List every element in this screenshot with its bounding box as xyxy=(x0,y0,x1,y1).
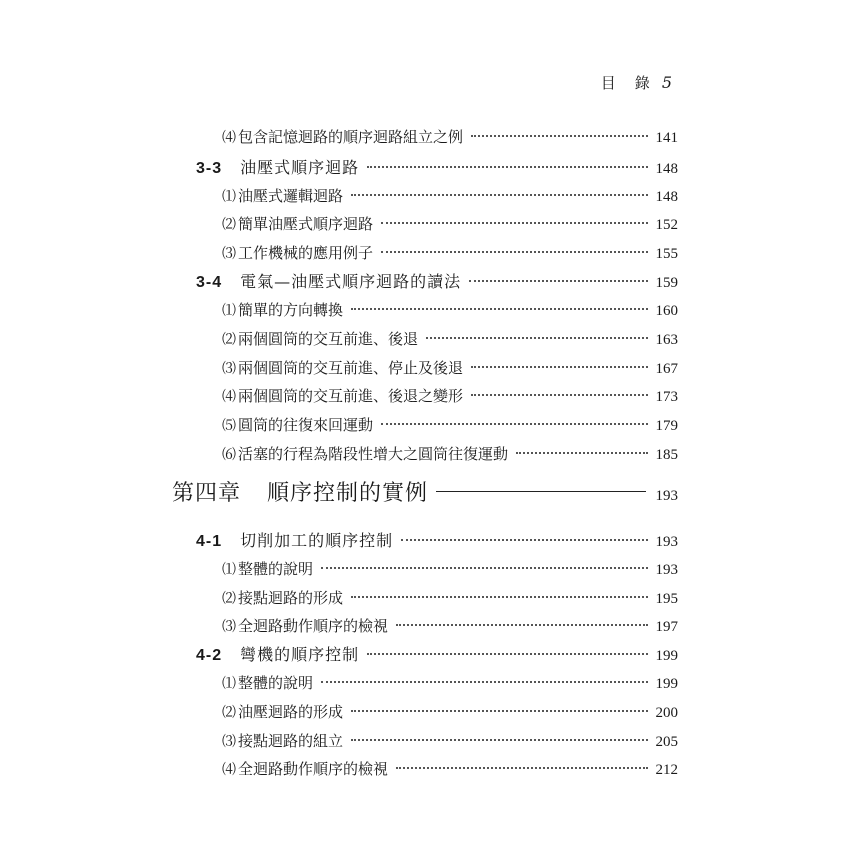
entry-title: 油壓式邏輯迴路 xyxy=(238,187,344,205)
section-title: 電氣—油壓式順序迴路的讀法 xyxy=(240,272,462,291)
toc-entry xyxy=(222,673,678,694)
dot-leader xyxy=(516,452,647,454)
toc-entry xyxy=(222,127,678,148)
entry-number: ⑴ xyxy=(222,189,236,205)
dot-leader xyxy=(401,539,647,541)
dot-leader xyxy=(471,135,647,137)
entry-title: 全迴路動作順序的檢視 xyxy=(238,617,389,635)
entry-page: 173 xyxy=(655,389,678,405)
toc-entry xyxy=(222,214,678,235)
dot-leader xyxy=(321,681,647,683)
dot-leader xyxy=(381,251,647,253)
section-title: 彎機的順序控制 xyxy=(240,645,360,664)
entry-page: 155 xyxy=(655,246,678,262)
entry-number: ⑶ xyxy=(222,246,236,262)
entry-title: 活塞的行程為階段性增大之圓筒往復運動 xyxy=(238,445,509,463)
entry-title: 整體的說明 xyxy=(238,560,314,578)
dot-leader xyxy=(396,767,647,769)
chapter-number: 第四章 xyxy=(172,481,242,506)
section-title: 切削加工的順序控制 xyxy=(240,531,394,550)
header-label: 目 錄 xyxy=(600,74,652,92)
toc-entry xyxy=(222,731,678,752)
entry-title: 工作機械的應用例子 xyxy=(238,244,374,262)
dot-leader xyxy=(351,710,647,712)
entry-page: 160 xyxy=(655,303,678,319)
toc-section-entry xyxy=(196,645,678,666)
entry-number: ⑵ xyxy=(222,591,236,607)
entry-number: ⑹ xyxy=(222,447,236,463)
entry-title: 接點迴路的形成 xyxy=(238,589,344,607)
entry-page: 193 xyxy=(655,488,678,504)
section-number: 4-2 xyxy=(196,647,223,664)
chapter-title: 順序控制的實例 xyxy=(267,481,429,506)
toc-section-entry xyxy=(196,272,678,293)
entry-title: 整體的說明 xyxy=(238,674,314,692)
dot-leader xyxy=(367,653,647,655)
rule-leader xyxy=(436,491,645,492)
entry-number: ⑵ xyxy=(222,217,236,233)
entry-number: ⑴ xyxy=(222,562,236,578)
dot-leader xyxy=(471,366,647,368)
toc-entry xyxy=(222,759,678,780)
entry-number: ⑵ xyxy=(222,332,236,348)
dot-leader xyxy=(469,280,647,282)
dot-leader xyxy=(351,739,647,741)
entry-title: 兩個圓筒的交互前進、後退之變形 xyxy=(238,387,464,405)
entry-title: 全迴路動作順序的檢視 xyxy=(238,760,389,778)
entry-number: ⑵ xyxy=(222,705,236,721)
entry-page: 205 xyxy=(655,734,678,750)
dot-leader xyxy=(396,624,647,626)
entry-page: 193 xyxy=(655,562,678,578)
entry-title: 兩個圓筒的交互前進、停止及後退 xyxy=(238,359,464,377)
entry-title: 圓筒的往復來回運動 xyxy=(238,416,374,434)
entry-page: 148 xyxy=(655,189,678,205)
toc-entry xyxy=(222,415,678,436)
toc-entry xyxy=(222,300,678,321)
section-number: 3-3 xyxy=(196,160,223,177)
toc-chapter-entry xyxy=(172,481,678,506)
dot-leader xyxy=(321,567,647,569)
toc-entry xyxy=(222,386,678,407)
entry-number: ⑸ xyxy=(222,418,236,434)
entry-page: 152 xyxy=(655,217,678,233)
entry-page: 199 xyxy=(655,676,678,692)
entry-title: 油壓迴路的形成 xyxy=(238,703,344,721)
entry-page: 185 xyxy=(655,447,678,463)
toc-entry xyxy=(222,329,678,350)
entry-title: 接點迴路的組立 xyxy=(238,732,344,750)
toc-section-entry xyxy=(196,158,678,179)
entry-page: 197 xyxy=(655,619,678,635)
entry-number: ⑶ xyxy=(222,734,236,750)
entry-number: ⑴ xyxy=(222,303,236,319)
toc-entry xyxy=(222,616,678,637)
entry-number: ⑶ xyxy=(222,619,236,635)
header-page-number: 5 xyxy=(661,73,674,92)
entry-page: 195 xyxy=(655,591,678,607)
entry-number: ⑶ xyxy=(222,361,236,377)
dot-leader xyxy=(426,337,647,339)
entry-page: 148 xyxy=(655,161,678,177)
entry-page: 193 xyxy=(655,534,678,550)
dot-leader xyxy=(351,308,647,310)
dot-leader xyxy=(471,394,647,396)
entry-title: 包含記憶迴路的順序迴路組立之例 xyxy=(238,128,464,146)
entry-page: 200 xyxy=(655,705,678,721)
section-number: 3-4 xyxy=(196,274,223,291)
dot-leader xyxy=(351,194,647,196)
entry-title: 簡單油壓式順序迴路 xyxy=(238,215,374,233)
entry-number: ⑴ xyxy=(222,676,236,692)
toc-entry xyxy=(222,588,678,609)
entry-page: 167 xyxy=(655,361,678,377)
entry-number: ⑷ xyxy=(222,389,236,405)
dot-leader xyxy=(381,423,647,425)
dot-leader xyxy=(381,222,647,224)
toc-section-entry xyxy=(196,531,678,552)
toc-entry xyxy=(222,358,678,379)
entry-page: 179 xyxy=(655,418,678,434)
entry-page: 163 xyxy=(655,332,678,348)
entry-page: 199 xyxy=(655,648,678,664)
entry-page: 159 xyxy=(655,275,678,291)
toc-entry xyxy=(222,243,678,264)
entry-number: ⑷ xyxy=(222,130,236,146)
entry-title: 兩個圓筒的交互前進、後退 xyxy=(238,330,419,348)
dot-leader xyxy=(351,596,647,598)
toc-entry xyxy=(222,702,678,723)
running-header xyxy=(601,72,674,93)
section-title: 油壓式順序迴路 xyxy=(240,158,360,177)
section-number: 4-1 xyxy=(196,533,223,550)
entry-number: ⑷ xyxy=(222,762,236,778)
entry-page: 141 xyxy=(655,130,678,146)
toc-entry xyxy=(222,559,678,580)
toc-entry xyxy=(222,186,678,207)
dot-leader xyxy=(367,166,647,168)
toc-entry xyxy=(222,444,678,465)
entry-title: 簡單的方向轉換 xyxy=(238,301,344,319)
entry-page: 212 xyxy=(655,762,678,778)
